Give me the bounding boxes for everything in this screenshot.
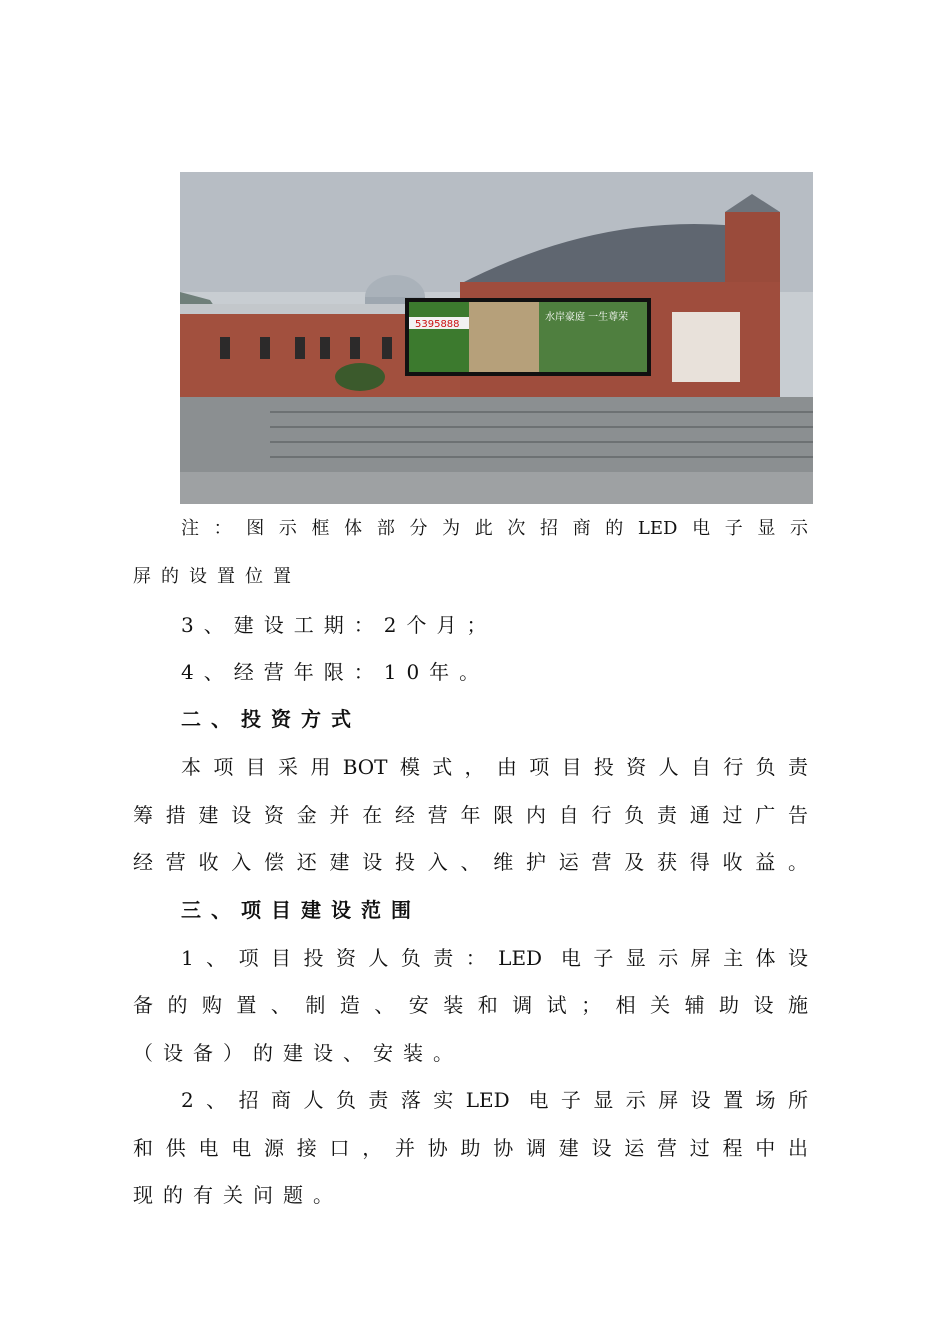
section3-item2-line2: 和供电电源接口，并协助协调建设运营过程中出 [133, 1136, 808, 1160]
billboard-headline: 水岸豪庭 一生尊荣 [545, 312, 629, 323]
section2-paragraph-line2: 筹措建设资金并在经营年限内自行负责通过广告 [133, 803, 808, 827]
section2-paragraph-line1: 本项目采用BOT模式，由项目投资人自行负责 [181, 755, 808, 779]
section2-heading: 二、投资方式 [181, 707, 361, 731]
building-illustration [180, 172, 813, 504]
operation-term: 4、经营年限：10年。 [181, 660, 490, 684]
photo-caption-line2: 屏的设置位置 [133, 566, 301, 587]
section3-item2-line3: 现的有关问题。 [133, 1183, 343, 1207]
photo-caption-line1: 注：图示框体部分为此次招商的LED电子显示 [181, 518, 808, 539]
section3-item1-line2: 备的购置、制造、安装和调试；相关辅助设施 [133, 993, 808, 1017]
section3-item1-line1: 1、项目投资人负责：LED 电子显示屏主体设 [181, 946, 808, 970]
section3-item1-line3: （设备）的建设、安装。 [133, 1041, 463, 1065]
section2-paragraph-line3: 经营收入偿还建设投入、维护运营及获得收益。 [133, 850, 808, 874]
building-photo [180, 172, 813, 504]
section3-heading: 三、项目建设范围 [181, 898, 421, 922]
billboard-phone: 5395888 [415, 319, 460, 330]
construction-period: 3、建设工期：2个月； [181, 613, 497, 637]
section3-item2-line1: 2、招商人负责落实LED 电子显示屏设置场所 [181, 1088, 808, 1112]
